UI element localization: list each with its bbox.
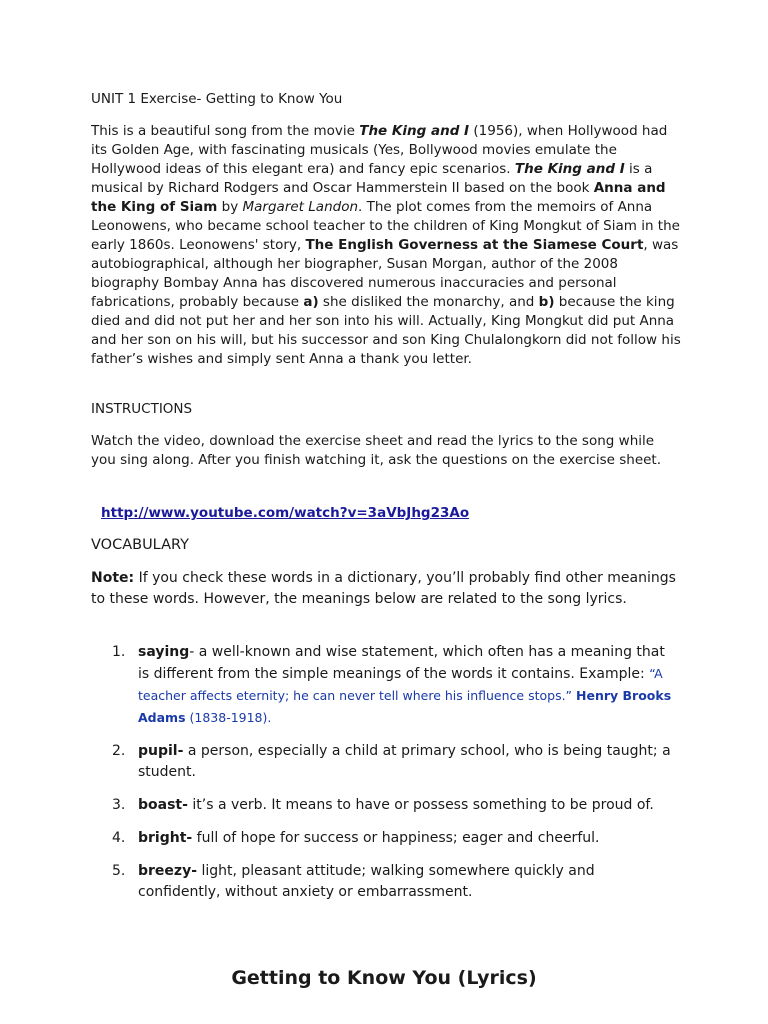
vocab-definition: it’s a verb. It means to have or possess something to be proud of. (187, 797, 654, 813)
list-item (112, 828, 677, 849)
book-author: Margaret Landon (242, 199, 359, 215)
list-item (112, 861, 677, 903)
reason-b-label: b) (538, 294, 555, 310)
movie-title: The King and I (359, 123, 470, 139)
intro-text-2: (1956), when Hollywood had its Golden Age, with fascinating musicals (Yes, Bollywood movies emulate the Hollywood ideas of this elegant era) and fancy epic scenarios. (91, 123, 668, 177)
quote-years: (1838-1918) (185, 710, 268, 725)
quote-open-mark: “ (649, 666, 655, 681)
intro-text-3: is a musical by Richard Rodgers and Oscar Hammerstein II based on the book (91, 161, 653, 196)
intro-text-1: This is a beautiful song from the movie (91, 123, 360, 139)
book-title: Anna and the King of Siam (91, 180, 666, 215)
note-text: If you check these words in a dictionary, you’ll probably find other meanings to these words. However, the meanings below are related to the song lyrics. (91, 570, 676, 607)
vocab-definition: - a well-known and wise statement, which often has a meaning that is different from the simple meanings of the words it contains. Example: (138, 644, 665, 682)
vocabulary-list (112, 642, 677, 915)
intro-text-6: , was autobiographical, although her biographer, Susan Morgan, author of the 2008 biography Bombay Anna has discovered numerous inaccuracies and personal fabrications, probably because (91, 237, 679, 310)
vocab-term: breezy- (138, 863, 198, 879)
list-number: 4. (112, 830, 126, 846)
intro-text-7: she disliked the monarchy, and (318, 294, 539, 310)
vocab-definition: light, pleasant attitude; walking somewhere quickly and confidently, without anxiety or embarrassment. (138, 863, 595, 900)
vocabulary-heading: VOCABULARY (91, 537, 190, 553)
note-label: Note: (91, 570, 135, 586)
vocabulary-note (91, 568, 681, 610)
video-link-row (101, 502, 691, 521)
instructions-heading: INSTRUCTIONS (91, 401, 193, 417)
video-link[interactable]: http://www.youtube.com/watch?v=3aVbJhg23Ao (101, 505, 470, 521)
movie-title-2: The King and I (514, 161, 625, 177)
vocab-term: boast- (138, 797, 188, 813)
intro-paragraph (91, 122, 681, 369)
intro-text-8: because the king died and did not put her and her son into his will. Actually, King Mongkut did put Anna and her son on his will, but his successor and son King Chulalongkorn did not follow his father’s wishes and simply sent Anna a thank you letter. (91, 294, 681, 367)
unit-title: UNIT 1 Exercise- Getting to Know You (91, 91, 343, 107)
reason-a-label: a) (303, 294, 319, 310)
list-item (112, 795, 677, 816)
vocab-term: bright- (138, 830, 193, 846)
lyrics-heading: Getting to Know You (Lyrics) (231, 967, 537, 989)
story-title: The English Governess at the Siamese Court (305, 237, 644, 253)
list-number: 5. (112, 863, 126, 879)
vocab-term: saying (138, 644, 190, 660)
list-item (112, 642, 677, 729)
list-item (112, 741, 677, 783)
intro-text-5: . The plot comes from the memoirs of Anna Leonowens, who became school teacher to the children of King Mongkut of Siam in the early 1860s. Leonowens' story, (91, 199, 680, 253)
intro-text-4: by (217, 199, 243, 215)
vocab-definition: a person, especially a child at primary school, who is being taught; a student. (138, 743, 671, 780)
instructions-text: Watch the video, download the exercise sheet and read the lyrics to the song while you sing along. After you finish watching it, ask the questions on the exercise sheet. (91, 433, 662, 468)
quote-author: Henry Brooks Adams (138, 688, 672, 725)
vocab-definition: full of hope for success or happiness; eager and cheerful. (192, 830, 600, 846)
example-quote: A teacher affects eternity; he can never tell where his influence stops.” (138, 666, 663, 703)
list-number: 3. (112, 797, 126, 813)
list-number: 2. (112, 743, 126, 759)
vocab-term: pupil- (138, 743, 184, 759)
quote-end: . (267, 710, 272, 725)
list-number: 1. (112, 644, 126, 660)
